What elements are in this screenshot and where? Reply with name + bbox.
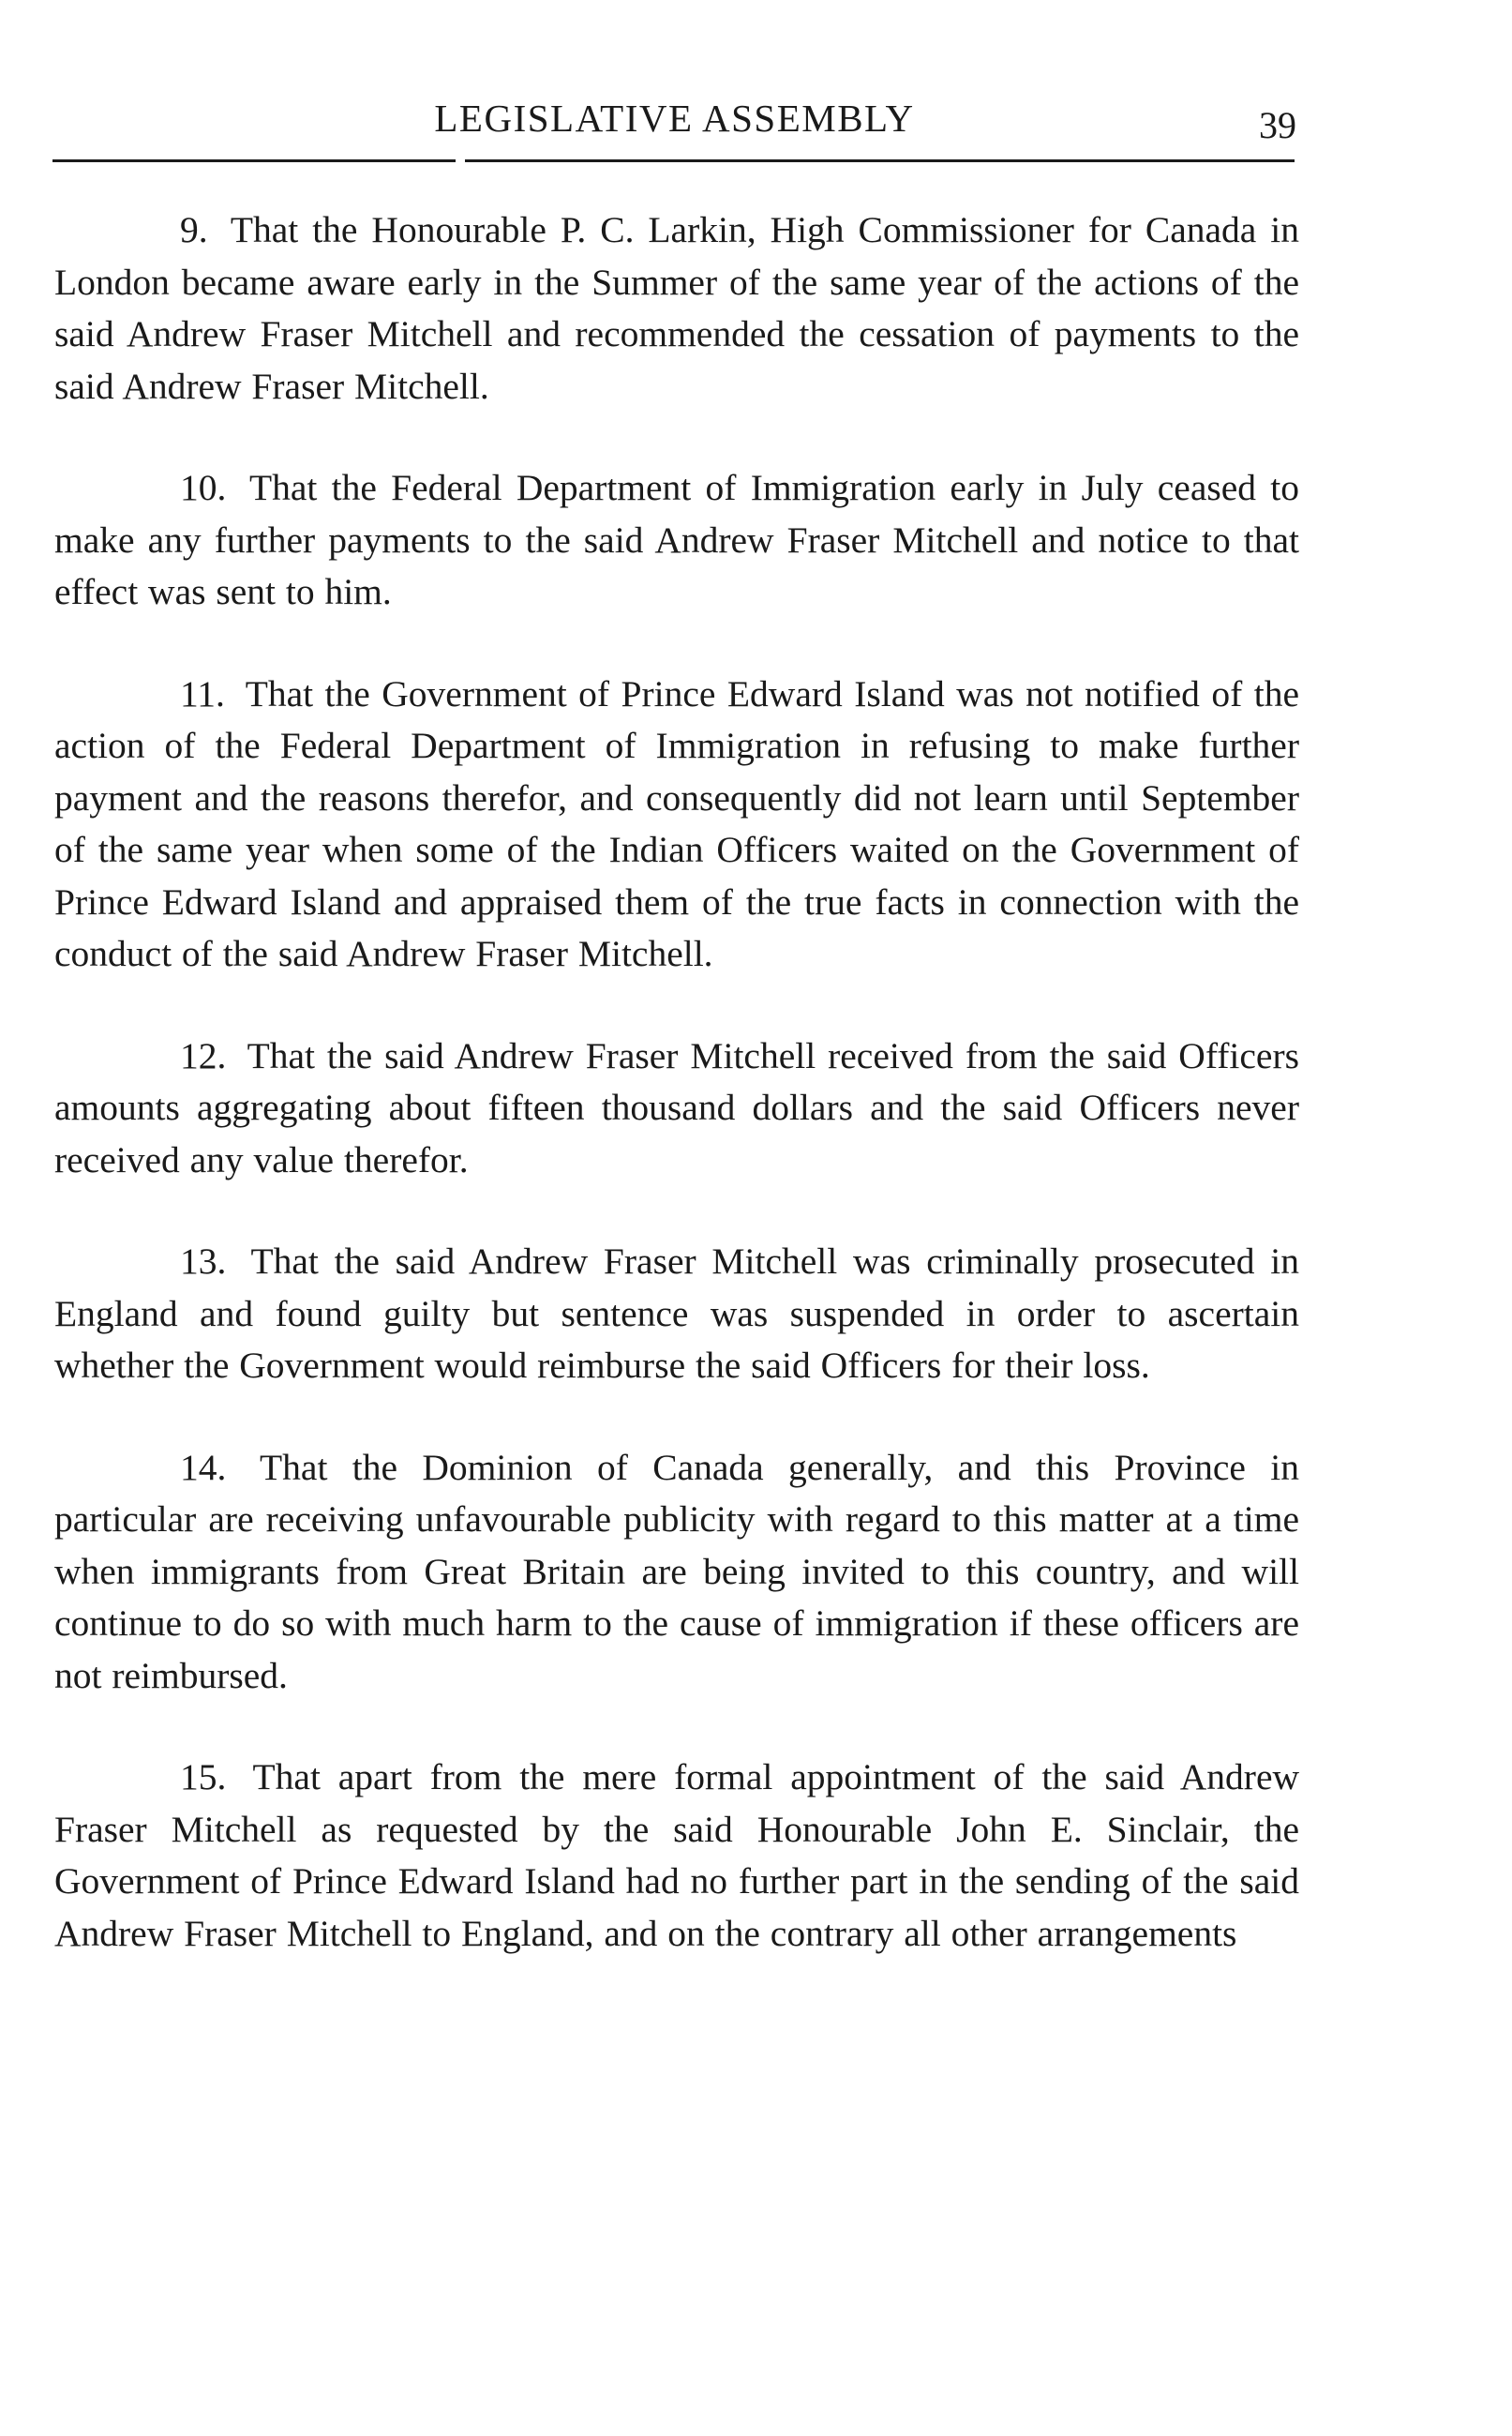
document-body bbox=[54, 204, 1299, 2009]
paragraph-text: That the Government of Prince Edward Island was not notified of the action of the Federal Department of Immigration in refusing to make further payment and the reasons therefor, and consequently did not learn until September of the same year when some of the Indian Officers waited on the Government of Prince Edward Island and appraised them of the true facts in connection with the conduct of the said Andrew Fraser Mitchell. bbox=[54, 672, 1299, 974]
paragraph-text: That the Honourable P. C. Larkin, High Commissioner for Canada in London became aware early in the Summer of the same year of the actions of the said Andrew Fraser Mitchell and recommended the cessation of payments to the said Andrew Fraser Mitchell. bbox=[54, 209, 1299, 407]
header-rule-right bbox=[465, 159, 1295, 162]
paragraph-text: That the said Andrew Fraser Mitchell was criminally prosecuted in England and found guilty but sentence was suspended in order to ascertain whether the Government would reimburse the said Officers for their loss. bbox=[54, 1241, 1299, 1386]
paragraph-number: 11. bbox=[180, 672, 225, 714]
paragraph-text: That apart from the mere formal appointment of the said Andrew Fraser Mitchell as requested by the said Honourable John E. Sinclair, the Government of Prince Edward Island had no further part in the sending of the said Andrew Fraser Mitchell to England, and on the contrary all other arrangements bbox=[54, 1756, 1299, 1954]
paragraph-number: 14. bbox=[180, 1446, 227, 1488]
paragraph-text: That the Federal Department of Immigration early in July ceased to make any further payments to the said Andrew Fraser Mitchell and notice to that effect was sent to him. bbox=[54, 467, 1299, 612]
paragraph-number: 15. bbox=[180, 1756, 227, 1797]
paragraph-14 bbox=[54, 1442, 1299, 1703]
paragraph-12 bbox=[54, 1030, 1299, 1187]
paragraph-15 bbox=[54, 1752, 1299, 1960]
page-number: 39 bbox=[1259, 104, 1296, 146]
paragraph-number: 9. bbox=[180, 209, 208, 250]
paragraph-number: 10. bbox=[180, 467, 227, 508]
paragraph-number: 13. bbox=[180, 1241, 227, 1282]
paragraph-13 bbox=[54, 1236, 1299, 1392]
paragraph-number: 12. bbox=[180, 1034, 227, 1076]
paragraph-10 bbox=[54, 462, 1299, 619]
header-rule-left bbox=[52, 159, 456, 162]
running-header bbox=[54, 90, 1295, 146]
page-title: LEGISLATIVE ASSEMBLY bbox=[434, 97, 915, 140]
paragraph-11 bbox=[54, 669, 1299, 981]
paragraph-text: That the Dominion of Canada generally, and this Province in particular are receiving unfavourable publicity with regard to this matter at a time when immigrants from Great Britain are being invited to this country, and will continue to do so with much harm to the cause of immigration if these officers are not reimbursed. bbox=[54, 1446, 1299, 1696]
paragraph-9 bbox=[54, 204, 1299, 413]
paragraph-text: That the said Andrew Fraser Mitchell received from the said Officers amounts aggregating about fifteen thousand dollars and the said Officers never received any value therefor. bbox=[54, 1034, 1299, 1180]
